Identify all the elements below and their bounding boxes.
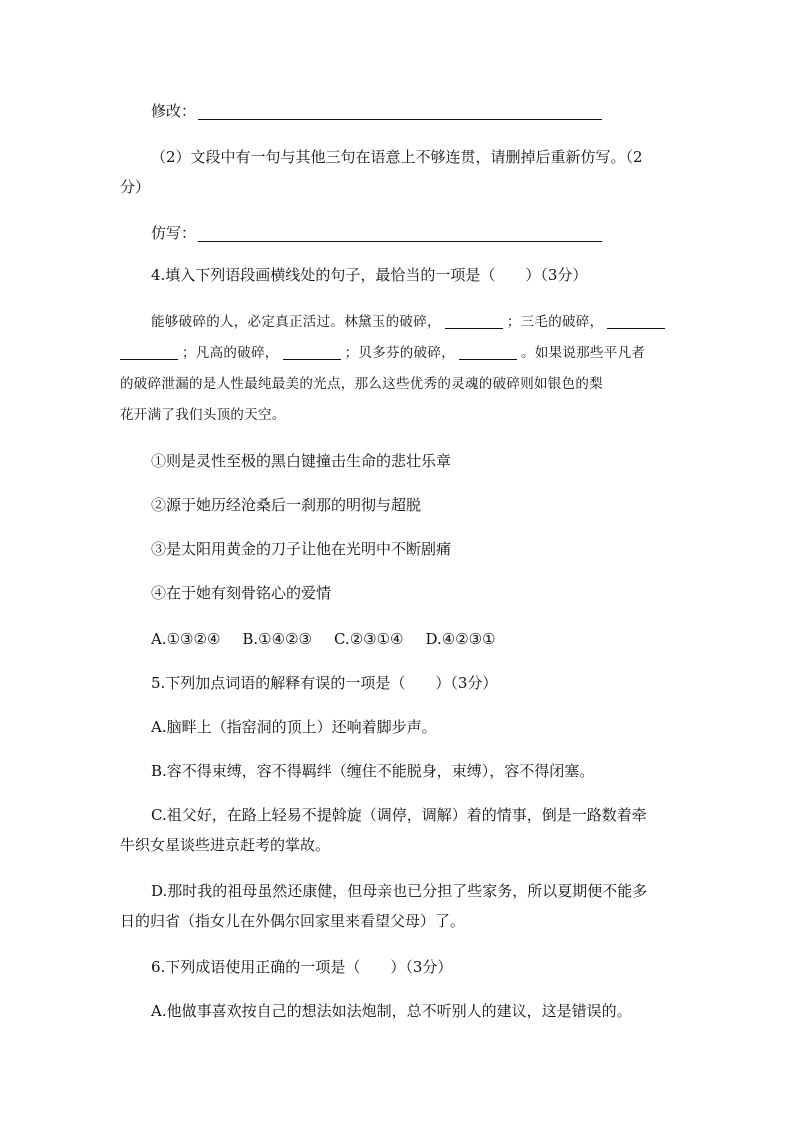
passage-line-1 <box>0 311 794 333</box>
question-5-option-c-cont: 牛织女星谈些进京赶考的掌故。 <box>120 836 331 854</box>
question-6-option-a[interactable]: A.他做事喜欢按自己的想法如法炮制，总不听别人的建议，这是错误的。 <box>151 1002 632 1020</box>
choice-item-3: ③是太阳用黄金的刀子让他在光明中不断剧痛 <box>151 540 452 558</box>
passage-blank-1 <box>445 314 503 329</box>
passage-text: ；三毛的破碎， <box>506 314 604 330</box>
imitation-answer-blank[interactable] <box>198 225 602 242</box>
choice-item-1: ①则是灵性至极的黑白键撞击生命的悲壮乐章 <box>151 452 452 470</box>
revision-answer-blank[interactable] <box>198 103 602 120</box>
question-4-options <box>0 628 794 650</box>
imitation-label: 仿写： <box>151 224 197 242</box>
question-6-stem: 6.下列成语使用正确的一项是（ ）（3分） <box>151 958 453 976</box>
passage-text: ；凡高的破碎， <box>182 345 279 361</box>
choice-item-4: ④在于她有刻骨铭心的爱情 <box>151 584 332 602</box>
passage-line-3: 的破碎泄漏的是人性最纯最美的光点，那么这些优秀的灵魂的破碎则如银色的梨 <box>120 376 603 392</box>
choice-item-2: ②源于她历经沧桑后一刹那的明彻与超脱 <box>151 496 422 514</box>
question-5-option-d[interactable]: D.那时我的祖母虽然还康健，但母亲也已分担了些家务，所以夏期便不能多 <box>151 882 648 900</box>
question-5-option-d-cont: 日的归省（指女儿在外偶尔回家里来看望父母）了。 <box>120 912 466 930</box>
option-a[interactable]: A.①③②④ <box>151 630 221 648</box>
passage-line-2 <box>0 342 794 364</box>
option-c[interactable]: C.②③①④ <box>333 630 404 648</box>
passage-blank-4 <box>459 345 517 360</box>
passage-blank-2b <box>120 345 178 360</box>
question-4-stem: 4.填入下列语段画横线处的句子，最恰当的一项是（ ）（3分） <box>151 266 588 284</box>
option-d[interactable]: D.④②③① <box>425 630 496 648</box>
question-5-option-b[interactable]: B.容不得束缚，容不得羁绊（缠住不能脱身，束缚），容不得闭塞。 <box>151 762 595 780</box>
question-3-2-stem-cont: 分） <box>120 178 151 196</box>
passage-line-4: 花开满了我们头顶的天空。 <box>120 407 286 423</box>
passage-text: 能够破碎的人，必定真正活过。林黛玉的破碎， <box>151 314 441 330</box>
question-5-option-c[interactable]: C.祖父好，在路上轻易不提斡旋（调停，调解）着的情事，倒是一路数着牵 <box>151 806 647 824</box>
revision-label: 修改： <box>151 102 197 120</box>
question-5-stem: 5.下列加点词语的解释有误的一项是（ ）（3分） <box>151 674 498 692</box>
question-5-option-a[interactable]: A.脑畔上（指窑洞的顶上）还响着脚步声。 <box>151 718 437 736</box>
option-b[interactable]: B.①④②③ <box>242 630 312 648</box>
revision-line <box>0 100 794 122</box>
passage-text: 。如果说那些平凡者 <box>521 345 646 361</box>
passage-blank-3 <box>283 345 341 360</box>
passage-text: ；贝多芬的破碎， <box>344 345 456 361</box>
passage-blank-2 <box>607 314 665 329</box>
imitation-line <box>0 222 794 244</box>
question-3-2-stem: （2）文段中有一句与其他三句在语意上不够连贯，请删掉后重新仿写。（2 <box>151 148 643 166</box>
